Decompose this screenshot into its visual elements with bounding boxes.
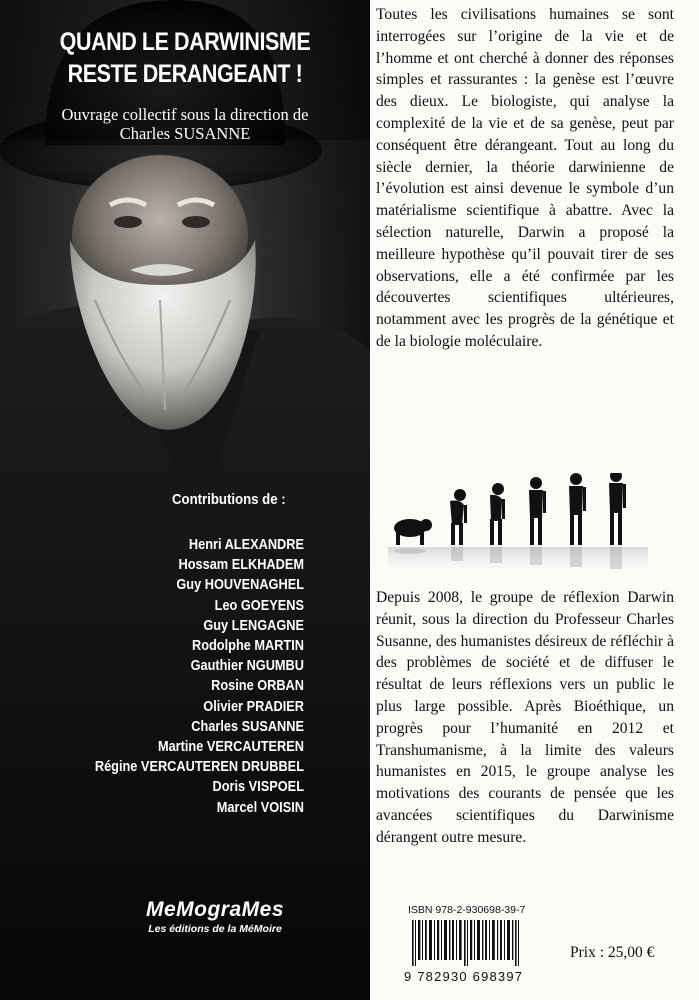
contributor-name: Olivier PRADIER	[203, 698, 304, 715]
publisher-tagline: Les éditions de la MéMoire	[148, 923, 282, 935]
contributor-name: Régine VERCAUTEREN DRUBBEL	[94, 759, 304, 776]
contributor-name: Guy HOUVENAGHEL	[176, 577, 304, 594]
blurb-paragraph-2: Depuis 2008, le groupe de réflexion Darwin réunit, sous la direction du Professeur Charles Susanne, des humanistes désireux de réfléchir à des problèmes de société et de diffuser le résultat de leurs réflexions vers un public le plus large possible. Après Bioéthique, un progrès pour l’humanité en 2012 et Transhumanisme, à la limite des valeurs humanistes en 2015, le groupe analyse les motivations des courants de pensée que les avancées scientifiques du Darwinisme dérangent outre mesure.	[376, 589, 674, 846]
publisher-logo	[120, 898, 310, 935]
publisher-name: MeMograMes	[145, 898, 285, 921]
book-title	[26, 26, 344, 90]
contributor-name: Rosine ORBAN	[211, 678, 304, 695]
contributor-name: Gauthier NGUMBU	[190, 658, 304, 675]
cover-right-panel	[370, 0, 699, 1000]
title-line-1: QUAND LE DARWINISME	[59, 28, 311, 56]
evolution-illustration	[388, 473, 648, 583]
isbn-text: ISBN 978-2-930698-39-7	[408, 904, 526, 916]
contributor-name: Marcel VOISIN	[216, 799, 304, 816]
contributor-name: Henri ALEXANDRE	[188, 537, 304, 553]
title-line-2: RESTE DERANGEANT !	[67, 60, 303, 88]
subtitle-line-2: Charles SUSANNE	[119, 124, 251, 143]
contributor-name: Martine VERCAUTEREN	[157, 739, 304, 756]
contributor-name: Hossam ELKHADEM	[178, 557, 304, 574]
contributor-name: Guy LENGAGNE	[203, 617, 304, 634]
price-label: Prix : 25,00 €	[570, 944, 655, 961]
contributor-name: Charles SUSANNE	[191, 718, 304, 735]
contributor-name: Leo GOEYENS	[214, 597, 304, 614]
book-subtitle	[0, 105, 370, 143]
blurb-paragraph-1: Toutes les civilisations humaines se sont interrogées sur l’origine de la vie et de l’homme et ont cherché à donner des réponses simples et rassurantes : la genèse est l’œuvre des dieux. Le biologiste, qui analyse la complexité de la vie et de sa genèse, peut par conséquent être dérangeant. Tout au long du siècle dernier, la théorie darwinienne de l’évolution est ainsi devenue le symbole d’un matérialisme scientifique à abattre. Avec la sélection naturelle, Darwin a proposé la meilleure hypothèse qu’il pouvait tirer de ses observations, elle a été confirmée par les découvertes scientifiques ultérieures, notamment avec les progrès de la génétique et de la biologie moléculaire.	[376, 6, 674, 350]
barcode-digits: 9 782930 698397	[404, 969, 524, 984]
barcode-image	[404, 920, 534, 966]
isbn-block	[404, 904, 534, 984]
contributors-list	[40, 535, 304, 818]
contributor-name: Rodolphe MARTIN	[192, 638, 304, 655]
contributor-name: Doris VISPOEL	[212, 779, 304, 796]
contributors-heading: Contributions de :	[172, 491, 286, 508]
subtitle-line-1: Ouvrage collectif sous la direction de	[61, 105, 309, 124]
